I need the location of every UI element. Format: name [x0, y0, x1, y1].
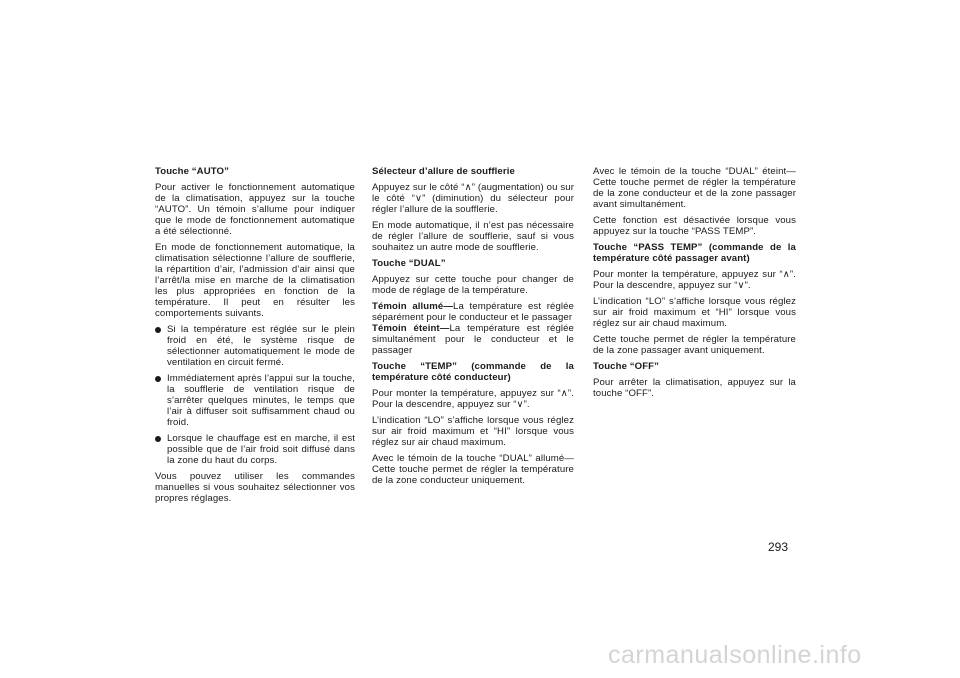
indicator-on-label: Témoin allumé— [372, 301, 454, 312]
paragraph-auto-mode: En mode de fonctionnement automatique, la climatisation sélectionne l’allure de soufflerie, la répartition d’air, l’admission d’air ainsi que l’arrêt/la mise en marche de la climatisation les plus appropriées en fonction de la température. Il peut en résulter les comportements suivants. [155, 242, 355, 319]
bullet-text: Immédiatement après l’appui sur la touche, la soufflerie de ventilation risque de s’arrêter quelques minutes, le temps que l’air à diffuser soit suffisamment chaud ou froid. [167, 373, 355, 428]
paragraph-dual-off-both: Avec le témoin de la touche “DUAL” éteint—Cette touche permet de régler la température de la zone conducteur et de la zone passager avant simultanément. [593, 166, 796, 210]
heading-off-button: Touche “OFF” [593, 361, 660, 372]
paragraph-pass-temp-disable: Cette fonction est désactivée lorsque vous appuyez sur la touche “PASS TEMP”. [593, 215, 796, 237]
heading-temp-button: Touche “TEMP” (commande de la température côté conducteur) [372, 361, 574, 383]
indicator-off-text: La température est réglée simultanément pour le conducteur et le passager [372, 323, 574, 356]
paragraph-fan-auto-mode: En mode automatique, il n’est pas nécessaire de régler l’allure de soufflerie, sauf si vous souhaitez un autre mode de soufflerie. [372, 220, 574, 253]
page-number: 293 [768, 540, 789, 554]
paragraph-manual-controls: Vous pouvez utiliser les commandes manuelles si vous souhaitez sélectionner vos propres réglages. [155, 471, 355, 504]
paragraph-lo-hi: L’indication “LO” s’affiche lorsque vous réglez sur air froid maximum et “HI” lorsque vous réglez sur air chaud maximum. [372, 415, 574, 448]
paragraph-fan-speed-adjust: Appuyez sur le côté “∧” (augmentation) ou sur le côté “∨” (diminution) du sélecteur pour régler l’allure de la soufflerie. [372, 182, 574, 215]
paragraph-off-instruction: Pour arrêter la climatisation, appuyez sur la touche “OFF”. [593, 377, 796, 399]
paragraph-passenger-only: Cette touche permet de régler la température de la zone passager avant uniquement. [593, 334, 796, 356]
bullet-dot-icon [155, 327, 161, 333]
column-left [155, 166, 355, 509]
bullet-text: Si la température est réglée sur le plein froid en été, le système risque de sélectionner automatiquement le mode de ventilation en circuit fermé. [167, 324, 355, 368]
indicator-on-text: La température est réglée séparément pour le conducteur et le passager [372, 301, 574, 323]
heading-fan-speed-selector: Sélecteur d’allure de soufflerie [372, 166, 515, 177]
paragraph-pass-lo-hi: L’indication “LO” s’affiche lorsque vous réglez sur air froid maximum et “HI” lorsque vous réglez sur air chaud maximum. [593, 296, 796, 329]
column-right [593, 166, 796, 404]
watermark-text: carmanualsonline.info [608, 641, 862, 669]
bullet-item [155, 433, 355, 466]
bullet-item [155, 324, 355, 368]
paragraph-auto-intro: Pour activer le fonctionnement automatique de la climatisation, appuyez sur la touche “AUTO”. Un témoin s’allume pour indiquer que le mode de fonctionnement automatique a été sélectionné. [155, 182, 355, 237]
paragraph-pass-temp-adjust: Pour monter la température, appuyez sur “∧”. Pour la descendre, appuyez sur “∨”. [593, 269, 796, 291]
paragraph-indicator-off [372, 323, 574, 356]
heading-pass-temp-button: Touche “PASS TEMP” (commande de la température côté passager avant) [593, 242, 796, 264]
bullet-item [155, 373, 355, 428]
paragraph-dual-intro: Appuyez sur cette touche pour changer de mode de réglage de la température. [372, 274, 574, 296]
paragraph-temp-adjust: Pour monter la température, appuyez sur “∧”. Pour la descendre, appuyez sur “∨”. [372, 388, 574, 410]
bullet-dot-icon [155, 376, 161, 382]
heading-auto-button: Touche “AUTO” [155, 166, 229, 177]
bullet-text: Lorsque le chauffage est en marche, il est possible que de l’air froid soit diffusé dans la zone du haut du corps. [167, 433, 355, 466]
heading-dual-button: Touche “DUAL” [372, 258, 446, 269]
bullet-dot-icon [155, 436, 161, 442]
column-middle [372, 166, 574, 491]
indicator-off-label: Témoin éteint— [372, 323, 450, 334]
paragraph-dual-on-driver: Avec le témoin de la touche “DUAL” allumé—Cette touche permet de régler la température de la zone conducteur uniquement. [372, 453, 574, 486]
paragraph-indicator-on [372, 301, 574, 323]
